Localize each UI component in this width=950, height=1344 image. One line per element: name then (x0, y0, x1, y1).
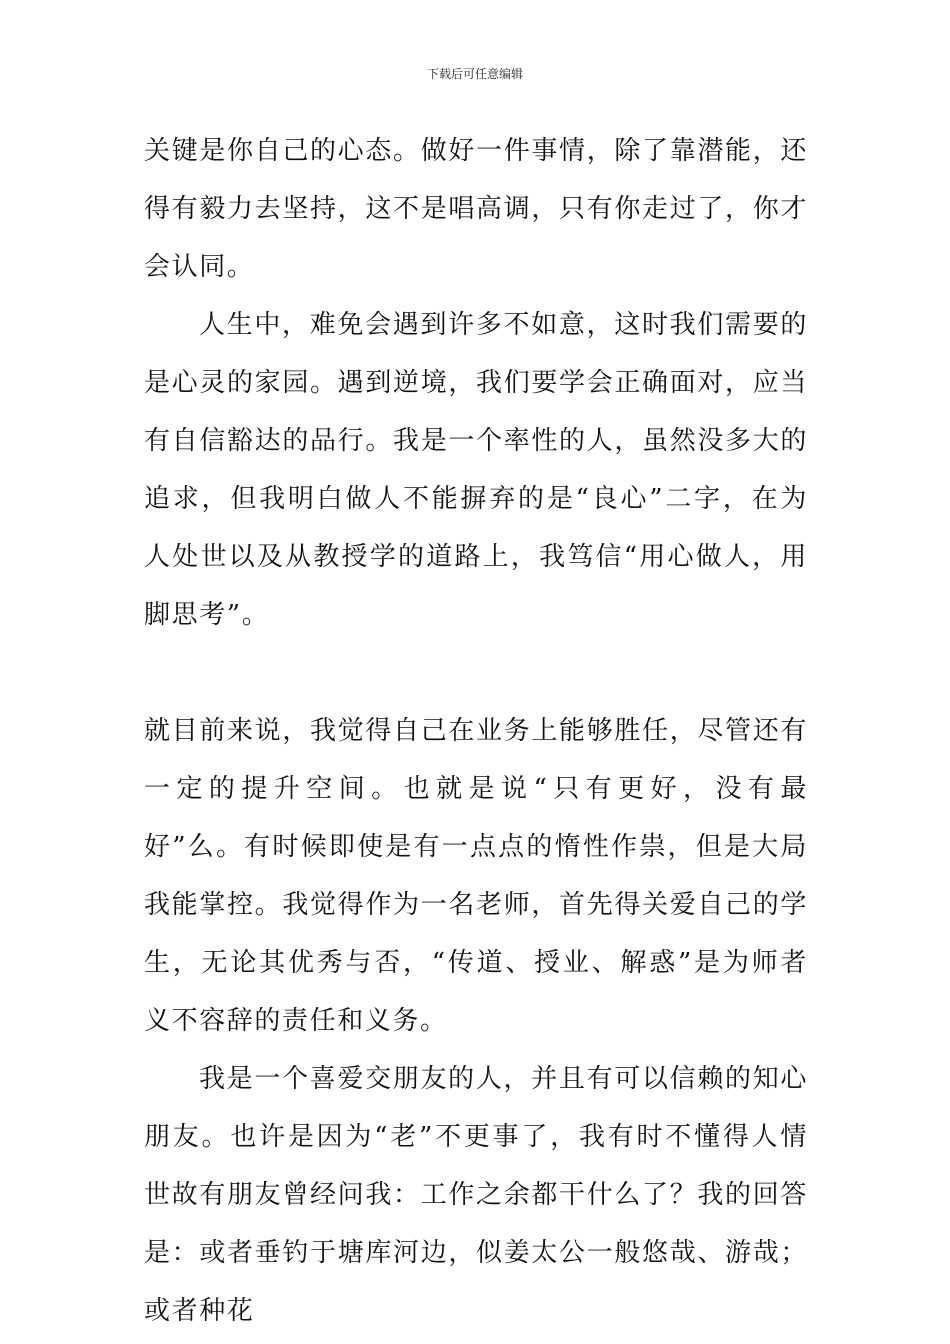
paragraph-3: 就目前来说，我觉得自己在业务上能够胜任，尽管还有一定的提升空间。也就是说“只有更好，没有最好”么。有时候即使是有一点点的惰性作祟，但是大局我能掌控。我觉得作为一名老师，首先得关爱自己的学生，无论其优秀与否，“传道、授业、解惑”是为师者义不容辞的责任和义务。 (144, 716, 808, 1036)
page-header: 下载后可任意编辑 (426, 67, 523, 81)
paragraph-2: 人生中，难免会遇到许多不如意，这时我们需要的是心灵的家园。遇到逆境，我们要学会正确面对，应当有自信豁达的品行。我是一个率性的人，虽然没多大的追求，但我明白做人不能摒弃的是“良心”二字，在为人处世以及从教授学的道路上，我笃信“用心做人，用脚思考”。 (144, 310, 808, 630)
paragraph-4: 我是一个喜爱交朋友的人，并且有可以信赖的知心朋友。也许是因为“老”不更事了，我有时不懂得人情世故有朋友曾经问我：工作之余都干什么了？我的回答是：或者垂钓于塘库河边，似姜太公一般悠哉、游哉；或者种花 (144, 1064, 808, 1326)
paragraph-1: 关键是你自己的心态。做好一件事情，除了靠潜能，还得有毅力去坚持，这不是唱高调，只有你走过了，你才会认同。 (144, 136, 808, 282)
document-body (144, 122, 808, 1340)
paragraph-gap (144, 644, 808, 702)
